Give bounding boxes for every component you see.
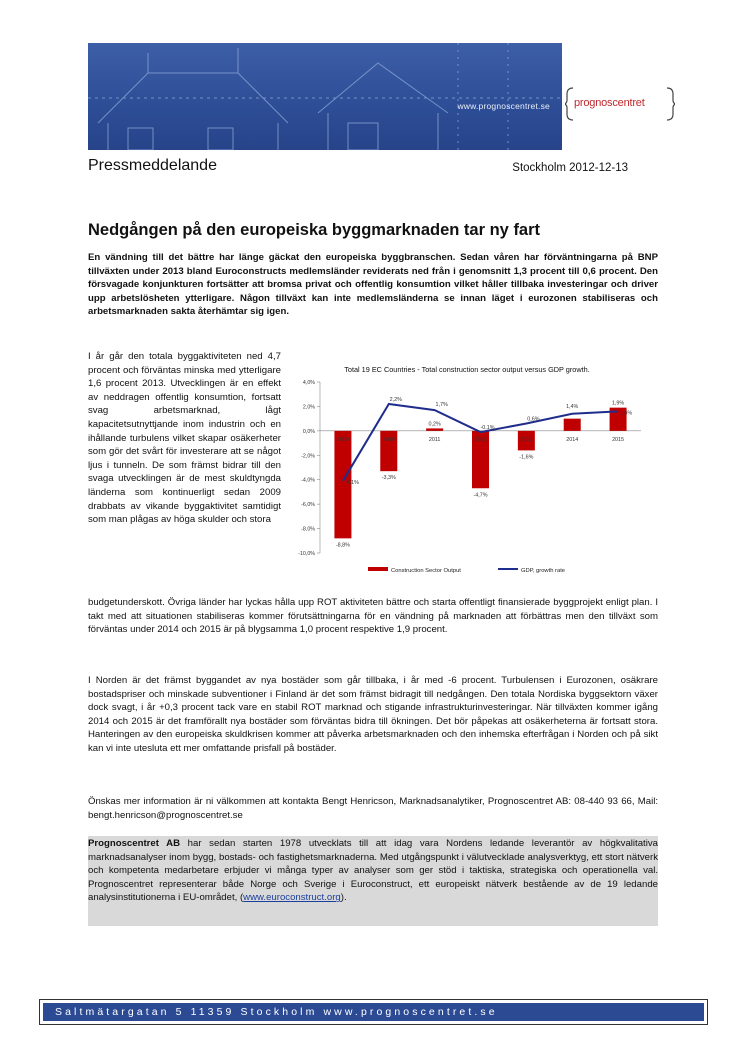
- gdp-label: 2,2%: [389, 396, 402, 403]
- y-tick-label: 4,0%: [302, 380, 315, 386]
- gdp-label: 0,6%: [527, 416, 540, 423]
- about-end: ).: [340, 892, 347, 904]
- construction-gdp-chart: [286, 360, 658, 580]
- body-paragraph-nordic: I Norden är det främst byggandet av nya bostäder som går tillbaka, i år med -6 procent. Turbulensen i Eurozonen, osäkrare bostadspriser och minskade subventioner i Finland är det som främst bidragit till nedgången. Den totala Nordiska byggsektorn växer dock svagt, i år +0,3 procent tack vare en stabil ROT marknad och stigande infrastrukturinvesteringar. När tillväxten kommer igång 2014 och 2015 är det framförallt nya bostäder som förväntas bidra till ökningen. Det bör påpekas att osäkerheterna är fortsatt stora. Hanteringen av den europeiska skuldkrisen kommer att påverka arbetsmarknaden och den inhemska efterfrågan i Norden och på sikt kan vi inte utesluta ett mer omfattande prisfall på bostäder.: [88, 675, 658, 754]
- gdp-label: 1,7%: [435, 402, 448, 409]
- bar-label: -8,8%: [335, 542, 350, 549]
- bar-2011: [426, 428, 443, 430]
- page-title: Nedgången på den europeiska byggmarknaden tar ny fart: [88, 221, 541, 239]
- bar-2014: [564, 419, 581, 431]
- y-tick-label: -10,0%: [298, 551, 315, 557]
- footer-address: Saltmätargatan 5 11359 Stockholm www.prognoscentret.se: [43, 1003, 704, 1021]
- legend-line-label: GDP, growth rate: [521, 568, 566, 574]
- gdp-label: 1,6%: [619, 410, 633, 417]
- y-tick-label: -2,0%: [301, 453, 315, 460]
- category-label: 2011: [428, 436, 441, 443]
- bar-label: 0,2%: [428, 421, 441, 428]
- category-label: 2013: [520, 436, 533, 443]
- euroconstruct-link[interactable]: www.euroconstruct.org: [243, 892, 341, 904]
- place-date: Stockholm 2012-12-13: [512, 162, 628, 174]
- y-tick-label: 2,0%: [302, 404, 315, 411]
- document-type: Pressmeddelande: [88, 157, 217, 174]
- y-tick-label: -4,0%: [301, 477, 315, 484]
- category-label: 2015: [612, 436, 625, 443]
- legend-bar-label: Construction Sector Output: [391, 568, 461, 574]
- bar-label: -3,3%: [381, 475, 396, 482]
- category-label: 2012: [474, 436, 487, 443]
- gdp-label: 1,4%: [566, 403, 579, 410]
- about-company: Prognoscentret AB: [88, 838, 181, 849]
- body-paragraph-side: I år går den totala byggaktiviteten ned 4,7 procent och förväntas minska med ytterligare 1,6 procent 2013. Utvecklingen är en effekt av neddragen offentlig konsumtion, fortsatt svag arbetsmarknad, lågt kapacitetsutnyttjande inom industrin och en ihållande turbulens vilket skapar osäkerheter som gör det svårt för investerare att se något ljus i tunneln. De som främst bidrar till den svaga utvecklingen är de mest skuldtyngda länderna som kontinuerligt sedan 2009 drabbats av vikande byggaktivitet samtidigt som man plågas av höga skulder och stora: [88, 351, 281, 526]
- banner-url: www.prognoscentret.se: [457, 101, 550, 111]
- y-tick-label: -6,0%: [301, 502, 315, 509]
- bar-label: 1,9%: [611, 400, 625, 407]
- gdp-label: -4,1%: [344, 479, 359, 486]
- category-label: 2010: [382, 436, 395, 443]
- bar-label: -1,6%: [519, 454, 534, 461]
- y-tick-label: -8,0%: [301, 526, 315, 533]
- about-paragraph: [88, 837, 658, 905]
- footer-bar: [39, 999, 708, 1025]
- gdp-label: -0,1%: [480, 425, 495, 432]
- legend-bar-swatch: [368, 567, 388, 571]
- category-label: 2009: [336, 436, 349, 443]
- body-paragraph-continued: budgetunderskott. Övriga länder har lyckas hålla upp ROT aktiviteten bättre och starta offentligt finansierade byggprojekt enligt plan. I takt med att situationen stabiliseras kommer förutsättningarna för en vändning på marknaden att förbättras men den tillväxt som förväntas under 2014 och 2015 är på blygsamma 1,0 procent respektive 1,9 procent.: [88, 597, 658, 636]
- chart-title: Total 19 EC Countries - Total construction sector output versus GDP growth.: [344, 365, 590, 374]
- header-banner: [88, 43, 562, 150]
- logo-text: prognoscentret: [574, 97, 645, 109]
- y-tick-label: 0,0%: [302, 428, 315, 435]
- contact-paragraph: Önskas mer information är ni välkommen att kontakta Bengt Henricson, Marknadsanalytiker, Prognoscentret AB: 08-440 93 66, Mail: bengt.henricson@prognoscentret.se: [88, 796, 658, 821]
- category-label: 2014: [566, 436, 579, 443]
- about-text: har sedan starten 1978 utvecklats till att idag vara Nordens ledande leverantör av högkvalitativa marknadsanalyser inom bygg, bostads- och fastighetsmarknaderna. Med utgångspunkt i välutvecklade analysverktyg, ett stort nätverk och kompetenta medarbetare erbjuder vi många typer av analyser som ger stöd i taktiska, strategiska och operationella val. Prognoscentret representerar både Norge och Sverige i Euroconstruct, ett europeiskt nätverk bestående av de 19 ledande analysinstitutionerna i EU-området, (: [88, 838, 658, 904]
- house-blueprint-image: [88, 43, 562, 150]
- lead-paragraph: En vändning till det bättre har länge gäckat den europeiska byggbranschen. Sedan våren har förväntningarna på BNP tillväxten under 2013 bland Euroconstructs medlemsländer reviderats ned från i genomsnitt 1,3 procent till 0,6 procent. Den försvagade konjunkturen fortsätter att bromsa privat och offentlig konsumtion vilket håller tillbaka investeringar och driver upp arbetslösheten ytterligare. Någon tillväxt kan inte medlemsländerna se innan läget i eurozonen stabiliseras och arbetsmarknaden sakta återhämtar sig igen.: [88, 252, 658, 318]
- bar-label: -4,7%: [473, 492, 488, 499]
